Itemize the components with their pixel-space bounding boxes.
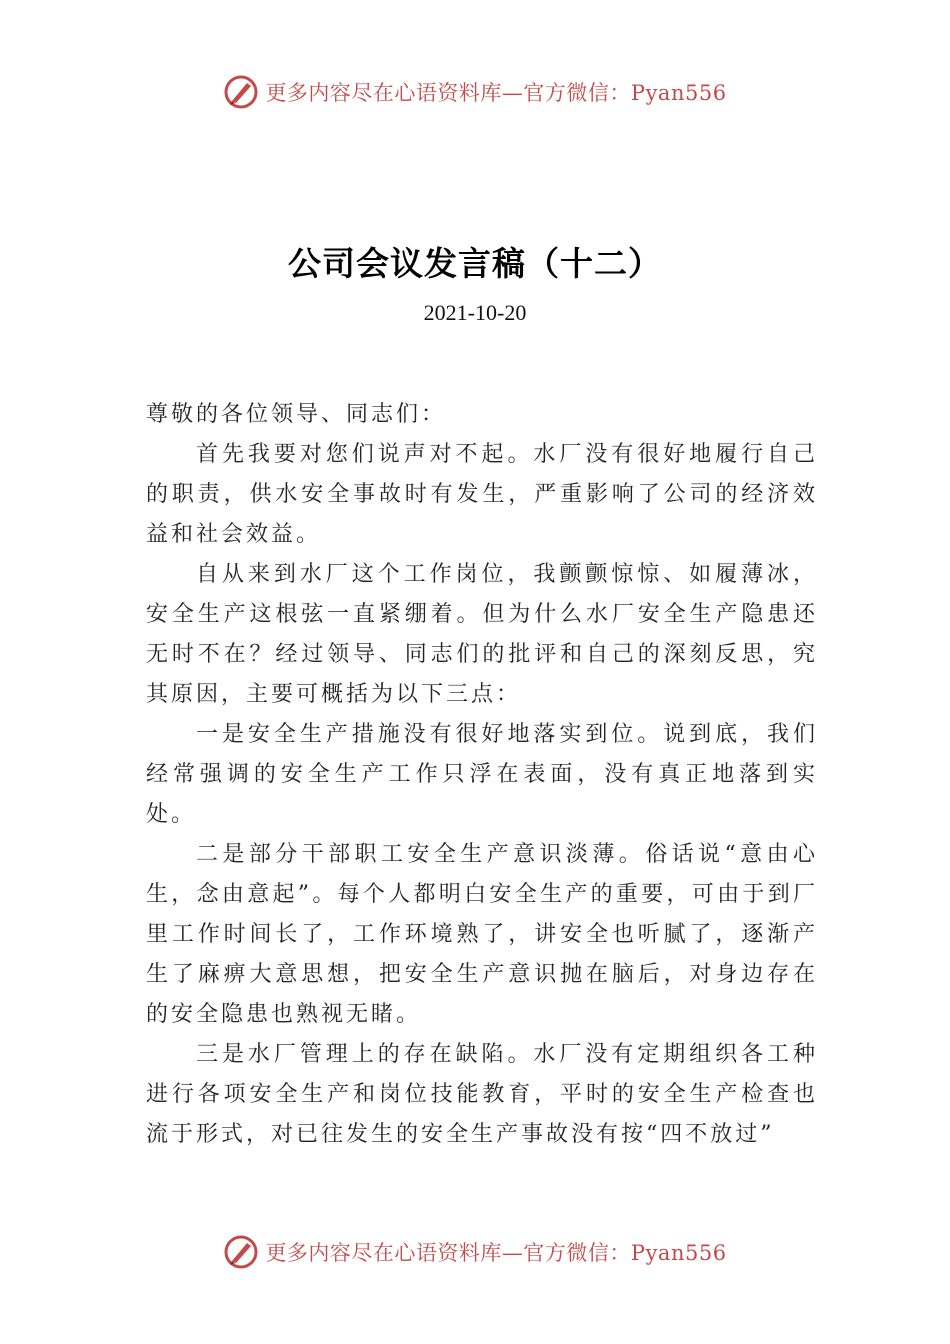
document-date: 2021-10-20 (423, 300, 527, 325)
header-banner-text: 更多内容尽在心语资料库—官方微信：Pyan556 (265, 81, 727, 105)
footer-banner (0, 1230, 950, 1274)
paragraph: 三是水厂管理上的存在缺陷。水厂没有定期组织各工种进行各项安全生产和岗位技能教育，平时的安全生产检查也流于形式，对已往发生的安全生产事故没有按“四不放过” (146, 1042, 818, 1147)
pen-logo-icon (223, 1234, 259, 1270)
document-body (146, 395, 818, 1155)
document-title: 公司会议发言稿（十二） (288, 244, 662, 283)
paragraph: 首先我要对您们说声对不起。水厂没有很好地履行自己的职责，供水安全事故时有发生，严重影响了公司的经济效益和社会效益。 (146, 442, 818, 547)
paragraph: 自从来到水厂这个工作岗位，我颤颤惊惊、如履薄冰，安全生产这根弦一直紧绷着。但为什么水厂安全生产隐患还无时不在？经过领导、同志们的批评和自己的深刻反思，究其原因，主要可概括为以下三点： (146, 562, 818, 707)
header-banner (0, 70, 950, 114)
footer-banner-text: 更多内容尽在心语资料库—官方微信：Pyan556 (265, 1241, 727, 1265)
pen-logo-icon (223, 74, 259, 110)
salutation: 尊敬的各位领导、同志们： (146, 402, 447, 427)
paragraph: 二是部分干部职工安全生产意识淡薄。俗话说“意由心生，念由意起”。每个人都明白安全生产的重要，可由于到厂里工作时间长了，工作环境熟了，讲安全也听腻了，逐渐产生了麻痹大意思想，把安全生产意识抛在脑后，对身边存在的安全隐患也熟视无睹。 (146, 842, 818, 1027)
paragraph: 一是安全生产措施没有很好地落实到位。说到底，我们经常强调的安全生产工作只浮在表面，没有真正地落到实处。 (146, 722, 818, 827)
